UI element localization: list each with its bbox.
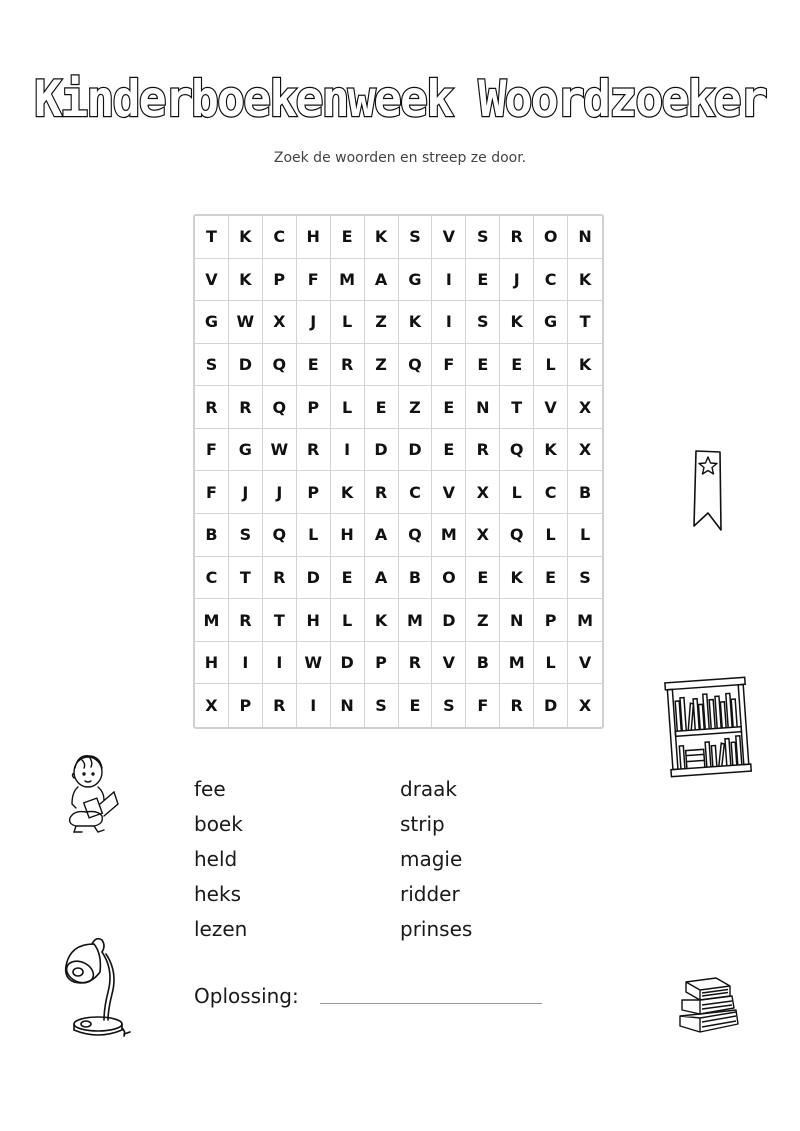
- grid-cell[interactable]: Z: [365, 344, 399, 387]
- grid-cell[interactable]: V: [432, 642, 466, 685]
- grid-cell[interactable]: X: [568, 429, 602, 472]
- grid-cell[interactable]: L: [331, 301, 365, 344]
- word-item: draak: [400, 777, 458, 801]
- grid-cell[interactable]: S: [399, 216, 433, 259]
- grid-cell[interactable]: F: [432, 344, 466, 387]
- instructions: Zoek de woorden en streep ze door.: [273, 150, 527, 166]
- word-item: strip: [400, 812, 445, 836]
- grid-cell[interactable]: V: [534, 386, 568, 429]
- grid-cell[interactable]: K: [534, 429, 568, 472]
- grid-cell[interactable]: K: [399, 301, 433, 344]
- grid-cell[interactable]: L: [534, 344, 568, 387]
- grid-cell[interactable]: R: [263, 557, 297, 600]
- grid-cell[interactable]: V: [195, 259, 229, 302]
- grid-cell[interactable]: C: [534, 471, 568, 514]
- grid-cell[interactable]: H: [331, 514, 365, 557]
- boy-reading-icon: [64, 748, 124, 836]
- grid-cell[interactable]: D: [229, 344, 263, 387]
- grid-cell[interactable]: I: [229, 642, 263, 685]
- grid-cell[interactable]: L: [568, 514, 602, 557]
- grid-cell[interactable]: Q: [399, 514, 433, 557]
- grid-cell[interactable]: S: [568, 557, 602, 600]
- grid-cell[interactable]: S: [466, 301, 500, 344]
- grid-cell[interactable]: R: [399, 642, 433, 685]
- grid-cell[interactable]: P: [365, 642, 399, 685]
- grid-cell[interactable]: C: [263, 216, 297, 259]
- grid-cell[interactable]: C: [534, 259, 568, 302]
- grid-cell[interactable]: I: [432, 301, 466, 344]
- grid-cell[interactable]: X: [568, 386, 602, 429]
- word-item: heks: [194, 882, 241, 906]
- grid-cell[interactable]: E: [331, 557, 365, 600]
- page-title: Kinderboekenweek Woordzoeker: [34, 70, 766, 128]
- grid-cell[interactable]: X: [466, 471, 500, 514]
- grid-cell[interactable]: G: [399, 259, 433, 302]
- grid-cell[interactable]: C: [195, 557, 229, 600]
- grid-cell[interactable]: G: [534, 301, 568, 344]
- grid-cell[interactable]: Q: [263, 344, 297, 387]
- grid-cell[interactable]: S: [432, 684, 466, 727]
- word-list-right: [400, 772, 472, 947]
- word-item: prinses: [400, 917, 473, 941]
- grid-cell[interactable]: R: [365, 471, 399, 514]
- grid-cell[interactable]: R: [500, 684, 534, 727]
- grid-cell[interactable]: P: [297, 386, 331, 429]
- grid-cell[interactable]: T: [568, 301, 602, 344]
- grid-cell[interactable]: E: [534, 557, 568, 600]
- grid-cell[interactable]: S: [365, 684, 399, 727]
- grid-cell[interactable]: X: [466, 514, 500, 557]
- grid-cell[interactable]: T: [263, 599, 297, 642]
- grid-cell[interactable]: R: [331, 344, 365, 387]
- grid-cell[interactable]: F: [297, 259, 331, 302]
- grid-cell[interactable]: M: [331, 259, 365, 302]
- grid-cell[interactable]: Q: [500, 514, 534, 557]
- grid-cell[interactable]: O: [534, 216, 568, 259]
- grid-cell[interactable]: V: [568, 642, 602, 685]
- grid-cell[interactable]: R: [195, 386, 229, 429]
- grid-cell[interactable]: L: [297, 514, 331, 557]
- grid-cell[interactable]: E: [432, 429, 466, 472]
- word-item: lezen: [194, 917, 248, 941]
- grid-cell[interactable]: E: [500, 344, 534, 387]
- grid-cell[interactable]: I: [432, 259, 466, 302]
- grid-cell[interactable]: M: [568, 599, 602, 642]
- grid-cell[interactable]: S: [466, 216, 500, 259]
- grid-cell[interactable]: L: [331, 386, 365, 429]
- grid-cell[interactable]: H: [297, 216, 331, 259]
- grid-cell[interactable]: A: [365, 557, 399, 600]
- grid-cell[interactable]: M: [500, 642, 534, 685]
- grid-cell[interactable]: P: [229, 684, 263, 727]
- grid-cell[interactable]: L: [331, 599, 365, 642]
- grid-cell[interactable]: H: [297, 599, 331, 642]
- grid-cell[interactable]: R: [500, 216, 534, 259]
- grid-cell[interactable]: K: [331, 471, 365, 514]
- grid-cell[interactable]: A: [365, 514, 399, 557]
- grid-cell[interactable]: R: [466, 429, 500, 472]
- grid-cell[interactable]: T: [229, 557, 263, 600]
- solution-label: Oplossing:: [194, 984, 299, 1008]
- grid-cell[interactable]: R: [229, 386, 263, 429]
- grid-cell[interactable]: R: [263, 684, 297, 727]
- grid-cell[interactable]: G: [195, 301, 229, 344]
- grid-cell[interactable]: Q: [263, 386, 297, 429]
- grid-cell[interactable]: R: [229, 599, 263, 642]
- grid-cell[interactable]: K: [568, 259, 602, 302]
- grid-cell[interactable]: D: [365, 429, 399, 472]
- grid-cell[interactable]: J: [263, 471, 297, 514]
- bookshelf-icon: [662, 674, 754, 778]
- word-item: fee: [194, 777, 226, 801]
- grid-cell[interactable]: W: [229, 301, 263, 344]
- grid-cell[interactable]: K: [500, 557, 534, 600]
- grid-cell[interactable]: K: [229, 216, 263, 259]
- grid-cell[interactable]: E: [466, 259, 500, 302]
- grid-cell[interactable]: B: [568, 471, 602, 514]
- desk-lamp-icon: [60, 932, 132, 1040]
- grid-cell[interactable]: Z: [399, 386, 433, 429]
- grid-cell[interactable]: K: [229, 259, 263, 302]
- grid-cell[interactable]: M: [195, 599, 229, 642]
- word-search-grid: [193, 214, 604, 729]
- grid-cell[interactable]: J: [500, 259, 534, 302]
- word-list-left: [194, 772, 247, 947]
- solution-answer-line[interactable]: [320, 1003, 542, 1004]
- grid-cell[interactable]: K: [365, 599, 399, 642]
- grid-cell[interactable]: O: [432, 557, 466, 600]
- grid-cell[interactable]: B: [195, 514, 229, 557]
- grid-cell[interactable]: N: [568, 216, 602, 259]
- word-item: held: [194, 847, 238, 871]
- grid-cell[interactable]: W: [297, 642, 331, 685]
- grid-cell[interactable]: R: [297, 429, 331, 472]
- grid-cell[interactable]: M: [432, 514, 466, 557]
- grid-cell[interactable]: S: [229, 514, 263, 557]
- grid-cell[interactable]: L: [534, 642, 568, 685]
- grid-cell[interactable]: D: [331, 642, 365, 685]
- grid-cell[interactable]: Q: [399, 344, 433, 387]
- grid-cell[interactable]: A: [365, 259, 399, 302]
- grid-cell[interactable]: X: [578, 696, 592, 716]
- grid-cell[interactable]: E: [365, 386, 399, 429]
- grid-cell[interactable]: V: [432, 471, 466, 514]
- grid-cell[interactable]: E: [432, 386, 466, 429]
- grid-cell[interactable]: H: [195, 642, 229, 685]
- grid-cell[interactable]: X: [195, 684, 229, 727]
- grid-cell[interactable]: B: [399, 557, 433, 600]
- grid-cell[interactable]: E: [399, 684, 433, 727]
- grid-cell[interactable]: I: [331, 429, 365, 472]
- word-item: magie: [400, 847, 463, 871]
- grid-cell[interactable]: N: [466, 386, 500, 429]
- grid-cell[interactable]: M: [399, 599, 433, 642]
- grid-cell[interactable]: F: [195, 471, 229, 514]
- grid-cell[interactable]: L: [500, 471, 534, 514]
- grid-cell[interactable]: N: [500, 599, 534, 642]
- grid-cell[interactable]: D: [297, 557, 331, 600]
- grid-cell[interactable]: V: [432, 216, 466, 259]
- grid-cell[interactable]: T: [500, 386, 534, 429]
- grid-cell[interactable]: Z: [466, 599, 500, 642]
- grid-cell[interactable]: N: [331, 684, 365, 727]
- word-item: ridder: [400, 882, 460, 906]
- grid-cell[interactable]: W: [263, 429, 297, 472]
- grid-cell[interactable]: F: [466, 684, 500, 727]
- book-stack-icon: [676, 974, 742, 1038]
- grid-cell[interactable]: G: [229, 429, 263, 472]
- grid-cell[interactable]: D: [399, 429, 433, 472]
- grid-cell[interactable]: X: [263, 301, 297, 344]
- grid-cell[interactable]: F: [195, 429, 229, 472]
- grid-cell[interactable]: S: [195, 344, 229, 387]
- grid-cell[interactable]: E: [466, 557, 500, 600]
- grid-cell[interactable]: C: [399, 471, 433, 514]
- grid-cell[interactable]: D: [432, 599, 466, 642]
- bookmark-icon: [690, 448, 726, 534]
- grid-cell[interactable]: I: [297, 684, 331, 727]
- grid-cell[interactable]: P: [263, 259, 297, 302]
- word-item: boek: [194, 812, 243, 836]
- grid-cell[interactable]: K: [568, 344, 602, 387]
- grid-cell[interactable]: Q: [500, 429, 534, 472]
- grid-cell[interactable]: D: [534, 684, 568, 727]
- grid-cell[interactable]: Z: [365, 301, 399, 344]
- grid-cell[interactable]: P: [534, 599, 568, 642]
- grid-cell[interactable]: E: [297, 344, 331, 387]
- grid-cell[interactable]: K: [365, 216, 399, 259]
- grid-cell[interactable]: I: [263, 642, 297, 685]
- grid-cell[interactable]: J: [229, 471, 263, 514]
- grid-cell[interactable]: P: [297, 471, 331, 514]
- grid-cell[interactable]: J: [297, 301, 331, 344]
- grid-cell[interactable]: E: [466, 344, 500, 387]
- grid-cell[interactable]: Q: [263, 514, 297, 557]
- grid-cell[interactable]: L: [534, 514, 568, 557]
- grid-cell[interactable]: E: [331, 216, 365, 259]
- grid-cell[interactable]: B: [466, 642, 500, 685]
- grid-cell[interactable]: K: [500, 301, 534, 344]
- grid-cell[interactable]: T: [195, 216, 229, 259]
